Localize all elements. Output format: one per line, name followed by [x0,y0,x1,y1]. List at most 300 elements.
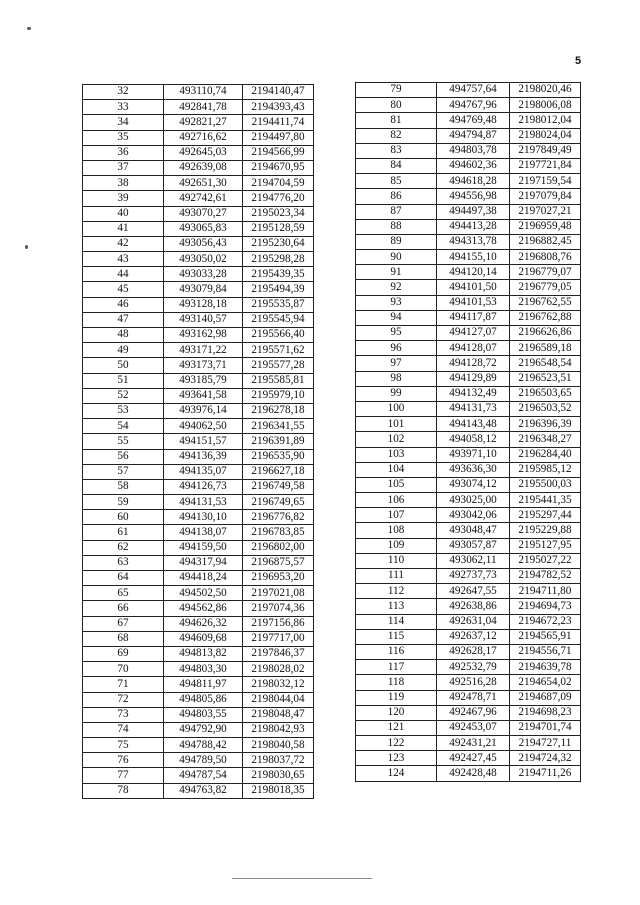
coordinate-y-cell: 2195441,35 [510,493,581,508]
coordinate-y-cell: 2195439,35 [243,267,314,282]
table-row [356,310,581,325]
coordinate-y-cell: 2195979,10 [243,388,314,403]
table-row [83,403,314,418]
coordinate-x-cell: 493062,11 [437,553,510,568]
table-row [83,571,314,586]
coordinate-x-cell: 494132,49 [437,386,510,401]
point-number-cell: 105 [356,477,437,492]
coordinate-x-cell: 494058,12 [437,432,510,447]
point-number-cell: 110 [356,553,437,568]
point-number-cell: 101 [356,417,437,432]
coordinate-x-cell: 492516,28 [437,675,510,690]
coordinate-x-cell: 494313,78 [437,234,510,249]
table-row [356,204,581,219]
point-number-cell: 115 [356,629,437,644]
table-row [83,191,314,206]
point-number-cell: 107 [356,508,437,523]
coordinate-x-cell: 494803,78 [437,143,510,158]
coordinate-x-cell: 494129,89 [437,371,510,386]
coordinate-x-cell: 494769,48 [437,113,510,128]
table-row [356,356,581,371]
coordinate-x-cell: 494143,48 [437,417,510,432]
coordinate-y-cell: 2197027,21 [510,204,581,219]
coordinate-x-cell: 494135,07 [164,464,243,479]
point-number-cell: 111 [356,569,437,584]
coordinate-x-cell: 494128,07 [437,341,510,356]
coordinate-y-cell: 2198044,04 [243,692,314,707]
coordinate-x-cell: 492737,73 [437,569,510,584]
coordinate-y-cell: 2198028,02 [243,662,314,677]
point-number-cell: 80 [356,98,437,113]
point-number-cell: 46 [83,297,164,312]
coordinate-y-cell: 2194727,11 [510,736,581,751]
table-row [83,722,314,737]
table-row [83,312,314,327]
coordinate-y-cell: 2195027,22 [510,553,581,568]
coordinate-y-cell: 2196548,54 [510,356,581,371]
table-row [356,599,581,614]
point-number-cell: 74 [83,722,164,737]
point-number-cell: 59 [83,495,164,510]
table-row [356,447,581,462]
table-row [83,434,314,449]
table-row [83,252,314,267]
point-number-cell: 86 [356,189,437,204]
point-number-cell: 104 [356,462,437,477]
coordinate-y-cell: 2196535,90 [243,449,314,464]
coordinate-y-cell: 2197021,08 [243,586,314,601]
point-number-cell: 53 [83,403,164,418]
coordinate-y-cell: 2198030,65 [243,768,314,783]
coordinate-y-cell: 2195566,40 [243,328,314,343]
point-number-cell: 32 [83,85,164,100]
point-number-cell: 98 [356,371,437,386]
coordinate-x-cell: 494120,14 [437,265,510,280]
point-number-cell: 83 [356,143,437,158]
coordinate-y-cell: 2194694,73 [510,599,581,614]
point-number-cell: 70 [83,662,164,677]
point-number-cell: 94 [356,310,437,325]
table-row [83,783,314,798]
table-row [356,326,581,341]
point-number-cell: 124 [356,766,437,781]
point-number-cell: 54 [83,419,164,434]
table-row [356,569,581,584]
table-row [83,464,314,479]
coordinate-x-cell: 494317,94 [164,555,243,570]
coordinate-y-cell: 2196627,18 [243,464,314,479]
table-row [83,646,314,661]
table-row [83,525,314,540]
coordinate-x-cell: 493140,57 [164,312,243,327]
point-number-cell: 85 [356,174,437,189]
coordinate-y-cell: 2196882,45 [510,234,581,249]
table-row [83,85,314,100]
coordinate-x-cell: 492639,08 [164,160,243,175]
point-number-cell: 35 [83,130,164,145]
table-row [83,328,314,343]
point-number-cell: 91 [356,265,437,280]
table-row [356,83,581,98]
coordinate-y-cell: 2194670,95 [243,160,314,175]
point-number-cell: 90 [356,250,437,265]
point-number-cell: 64 [83,571,164,586]
coordinate-x-cell: 494618,28 [437,174,510,189]
coordinate-x-cell: 493173,71 [164,358,243,373]
coordinate-x-cell: 494763,82 [164,783,243,798]
coordinate-x-cell: 494556,98 [437,189,510,204]
coordinate-y-cell: 2194711,80 [510,584,581,599]
coordinate-x-cell: 493110,74 [164,85,243,100]
table-row [83,297,314,312]
table-row [83,707,314,722]
point-number-cell: 75 [83,738,164,753]
point-number-cell: 103 [356,447,437,462]
coordinate-y-cell: 2198032,12 [243,677,314,692]
coordinate-y-cell: 2194639,78 [510,660,581,675]
table-row [83,221,314,236]
table-row [356,751,581,766]
coordinate-y-cell: 2195545,94 [243,312,314,327]
point-number-cell: 47 [83,312,164,327]
point-number-cell: 44 [83,267,164,282]
table-row [83,631,314,646]
coordinate-y-cell: 2196762,55 [510,295,581,310]
table-row [356,143,581,158]
coordinate-x-cell: 492742,61 [164,191,243,206]
point-number-cell: 49 [83,343,164,358]
point-number-cell: 95 [356,326,437,341]
point-number-cell: 96 [356,341,437,356]
table-row [83,160,314,175]
coordinate-x-cell: 492638,86 [437,599,510,614]
coordinate-x-cell: 494502,50 [164,586,243,601]
coordinate-x-cell: 492532,79 [437,660,510,675]
coordinate-y-cell: 2198012,04 [510,113,581,128]
table-row [356,158,581,173]
coordinate-y-cell: 2196762,88 [510,310,581,325]
coordinate-x-cell: 492637,12 [437,629,510,644]
coordinate-x-cell: 492647,55 [437,584,510,599]
coordinate-x-cell: 494126,73 [164,479,243,494]
coordinate-y-cell: 2198018,35 [243,783,314,798]
table-row [356,720,581,735]
coordinate-x-cell: 492651,30 [164,176,243,191]
coordinate-y-cell: 2194711,26 [510,766,581,781]
point-number-cell: 118 [356,675,437,690]
coordinate-x-cell: 492467,96 [437,705,510,720]
coordinate-y-cell: 2195230,64 [243,236,314,251]
coordinate-x-cell: 494805,86 [164,692,243,707]
coordinate-y-cell: 2196503,65 [510,386,581,401]
coordinate-x-cell: 492453,07 [437,720,510,735]
table-row [356,614,581,629]
coordinate-x-cell: 494789,50 [164,753,243,768]
coordinate-x-cell: 492716,62 [164,130,243,145]
coordinate-y-cell: 2194776,20 [243,191,314,206]
coordinate-x-cell: 494803,30 [164,662,243,677]
point-number-cell: 45 [83,282,164,297]
coordinate-x-cell: 493976,14 [164,403,243,418]
coordinate-y-cell: 2197721,84 [510,158,581,173]
table-row [83,130,314,145]
point-number-cell: 116 [356,644,437,659]
coordinate-x-cell: 494131,73 [437,401,510,416]
table-row [83,267,314,282]
coordinate-x-cell: 494767,96 [437,98,510,113]
coordinate-x-cell: 494792,90 [164,722,243,737]
point-number-cell: 41 [83,221,164,236]
table-row [83,373,314,388]
point-number-cell: 68 [83,631,164,646]
table-row [83,236,314,251]
coordinate-y-cell: 2194698,23 [510,705,581,720]
coordinate-y-cell: 2196776,82 [243,510,314,525]
table-row [356,523,581,538]
coordinate-y-cell: 2195571,62 [243,343,314,358]
point-number-cell: 88 [356,219,437,234]
coordinate-x-cell: 494418,24 [164,571,243,586]
table-row [356,219,581,234]
table-row [356,690,581,705]
point-number-cell: 93 [356,295,437,310]
point-number-cell: 122 [356,736,437,751]
coordinate-y-cell: 2196626,86 [510,326,581,341]
coordinate-y-cell: 2198037,72 [243,753,314,768]
coordinate-x-cell: 493171,22 [164,343,243,358]
table-row [83,115,314,130]
table-row [83,616,314,631]
coordinate-y-cell: 2197074,36 [243,601,314,616]
coordinate-x-cell: 493128,18 [164,297,243,312]
coordinate-y-cell: 2197717,00 [243,631,314,646]
table-row [83,662,314,677]
table-row [356,629,581,644]
table-row [356,98,581,113]
point-number-cell: 60 [83,510,164,525]
table-row [356,417,581,432]
coordinate-x-cell: 493050,02 [164,252,243,267]
coordinate-y-cell: 2198024,04 [510,128,581,143]
coordinate-y-cell: 2198042,93 [243,722,314,737]
table-row [356,280,581,295]
coordinate-y-cell: 2194497,80 [243,130,314,145]
page-number: 5 [575,55,582,67]
coordinate-y-cell: 2194140,47 [243,85,314,100]
point-number-cell: 48 [83,328,164,343]
coordinate-y-cell: 2197079,84 [510,189,581,204]
coordinate-y-cell: 2196348,27 [510,432,581,447]
table-row [356,401,581,416]
coordinate-y-cell: 2198020,46 [510,83,581,98]
coordinate-y-cell: 2194687,09 [510,690,581,705]
point-number-cell: 38 [83,176,164,191]
coordinate-x-cell: 494562,86 [164,601,243,616]
coordinate-x-cell: 494101,50 [437,280,510,295]
coordinate-y-cell: 2195127,95 [510,538,581,553]
table-row [83,753,314,768]
table-row [356,553,581,568]
table-row [83,601,314,616]
point-number-cell: 72 [83,692,164,707]
point-number-cell: 43 [83,252,164,267]
coordinate-x-cell: 494602,36 [437,158,510,173]
point-number-cell: 114 [356,614,437,629]
table-row [83,419,314,434]
footer-rule [232,878,372,879]
coordinate-y-cell: 2195585,81 [243,373,314,388]
point-number-cell: 62 [83,540,164,555]
coordinate-x-cell: 494117,87 [437,310,510,325]
point-number-cell: 37 [83,160,164,175]
coordinate-x-cell: 493074,12 [437,477,510,492]
point-number-cell: 58 [83,479,164,494]
coordinate-y-cell: 2195229,88 [510,523,581,538]
coordinate-y-cell: 2196523,51 [510,371,581,386]
coordinate-x-cell: 492631,04 [437,614,510,629]
coordinate-x-cell: 493048,47 [437,523,510,538]
table-row [83,692,314,707]
table-row [356,675,581,690]
point-number-cell: 117 [356,660,437,675]
table-row [83,343,314,358]
point-number-cell: 84 [356,158,437,173]
coordinate-x-cell: 494757,64 [437,83,510,98]
coordinate-x-cell: 492841,78 [164,100,243,115]
coordinate-x-cell: 494155,10 [437,250,510,265]
coordinate-x-cell: 494803,55 [164,707,243,722]
coordinates-table-left [82,84,314,799]
point-number-cell: 102 [356,432,437,447]
coordinate-x-cell: 494128,72 [437,356,510,371]
table-row [83,479,314,494]
coordinate-y-cell: 2195128,59 [243,221,314,236]
coordinate-y-cell: 2196589,18 [510,341,581,356]
point-number-cell: 79 [356,83,437,98]
table-row [83,768,314,783]
coordinate-y-cell: 2196396,39 [510,417,581,432]
coordinate-x-cell: 494413,28 [437,219,510,234]
coordinate-y-cell: 2194393,43 [243,100,314,115]
coordinate-y-cell: 2196783,85 [243,525,314,540]
point-number-cell: 34 [83,115,164,130]
table-row [356,250,581,265]
coordinate-y-cell: 2194782,52 [510,569,581,584]
table-row [356,660,581,675]
coordinate-y-cell: 2194654,02 [510,675,581,690]
coordinate-x-cell: 493971,10 [437,447,510,462]
coordinate-x-cell: 494811,97 [164,677,243,692]
table-row [83,677,314,692]
table-row [356,477,581,492]
point-number-cell: 108 [356,523,437,538]
point-number-cell: 120 [356,705,437,720]
coordinate-y-cell: 2196341,55 [243,419,314,434]
coordinates-table-right [355,82,581,782]
point-number-cell: 92 [356,280,437,295]
point-number-cell: 106 [356,493,437,508]
point-number-cell: 87 [356,204,437,219]
coordinate-x-cell: 493042,06 [437,508,510,523]
table-row [356,705,581,720]
coordinate-y-cell: 2196391,89 [243,434,314,449]
coordinate-y-cell: 2194724,32 [510,751,581,766]
coordinate-y-cell: 2197159,54 [510,174,581,189]
coordinate-y-cell: 2194565,91 [510,629,581,644]
point-number-cell: 82 [356,128,437,143]
coordinate-y-cell: 2197846,37 [243,646,314,661]
table-row [356,644,581,659]
table-row [83,449,314,464]
table-row [83,586,314,601]
table-row [83,510,314,525]
coordinate-x-cell: 494609,68 [164,631,243,646]
coordinate-x-cell: 493636,30 [437,462,510,477]
coordinate-x-cell: 492645,03 [164,145,243,160]
coordinate-y-cell: 2196779,07 [510,265,581,280]
coordinate-y-cell: 2195985,12 [510,462,581,477]
table-row [356,766,581,781]
coordinate-x-cell: 494626,32 [164,616,243,631]
table-row [356,386,581,401]
coordinate-x-cell: 493025,00 [437,493,510,508]
coordinate-x-cell: 492821,27 [164,115,243,130]
coordinate-y-cell: 2196802,00 [243,540,314,555]
coordinate-y-cell: 2194701,74 [510,720,581,735]
table-row [356,432,581,447]
coordinate-y-cell: 2198006,08 [510,98,581,113]
table-row [83,388,314,403]
coordinate-x-cell: 493162,98 [164,328,243,343]
table-row [356,128,581,143]
table-row [83,555,314,570]
coordinate-y-cell: 2196749,65 [243,495,314,510]
point-number-cell: 109 [356,538,437,553]
point-number-cell: 119 [356,690,437,705]
point-number-cell: 65 [83,586,164,601]
coordinate-y-cell: 2196808,76 [510,250,581,265]
point-number-cell: 99 [356,386,437,401]
table-row [356,174,581,189]
point-number-cell: 81 [356,113,437,128]
table-row [356,538,581,553]
point-number-cell: 71 [83,677,164,692]
table-row [83,738,314,753]
table-row [356,265,581,280]
table-row [83,495,314,510]
point-number-cell: 39 [83,191,164,206]
point-number-cell: 69 [83,646,164,661]
coordinates-table-left-body [83,85,314,799]
coordinate-x-cell: 493057,87 [437,538,510,553]
table-row [356,113,581,128]
coordinate-y-cell: 2194556,71 [510,644,581,659]
point-number-cell: 73 [83,707,164,722]
coordinate-y-cell: 2196284,40 [510,447,581,462]
coordinate-y-cell: 2194704,59 [243,176,314,191]
coordinate-y-cell: 2195494,39 [243,282,314,297]
point-number-cell: 63 [83,555,164,570]
point-number-cell: 78 [83,783,164,798]
coordinate-y-cell: 2198048,47 [243,707,314,722]
coordinate-x-cell: 494138,07 [164,525,243,540]
table-row [83,358,314,373]
point-number-cell: 40 [83,206,164,221]
coordinate-x-cell: 494131,53 [164,495,243,510]
point-number-cell: 50 [83,358,164,373]
table-row [356,295,581,310]
table-row [356,584,581,599]
